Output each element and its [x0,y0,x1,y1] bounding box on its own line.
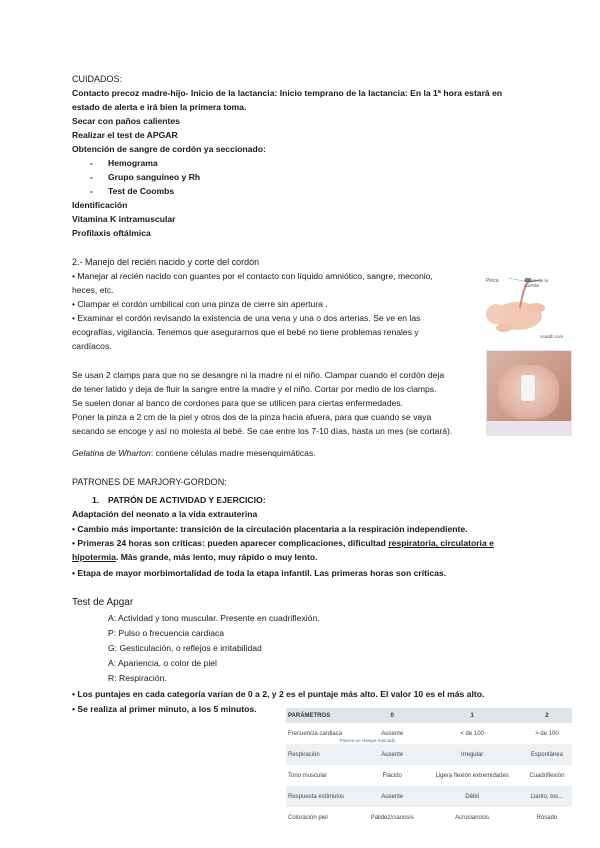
table-header-cell: 2 [522,708,572,723]
apgar-item: A: Apariencia, o color de piel [108,658,217,668]
table-cell: Ausente [362,786,422,807]
table-row [286,744,572,765]
text-line: • Clampar el cordón umbilical con una pinza de cierre sin apertura . [72,299,328,309]
umbilical-clamp-photo [486,350,572,436]
text-line: Secar con paños calientes [72,116,180,126]
text-line: Poner la pinza a 2 cm de la piel y otros dos de la pinza hacia afuera, para que cuando se vaya [72,412,432,422]
apgar-title: Test de Apgar [72,597,134,608]
table-row [286,765,572,786]
table-cell: Llanto, tos... [522,786,572,807]
bullet-marker: - [90,172,93,182]
subsection-number: 1. [92,495,100,505]
table-cell: Tono muscular [286,765,362,786]
wharton-line [72,447,316,459]
table-cell: Respuesta estímulos [286,786,362,807]
text-line: ecografías, vigilancia. Tenemos que asegurarnos que el bebé no tiene problemas renales y [72,327,419,337]
table-cell: Cuadriflexión [522,765,572,786]
table-cell: Ausente [362,744,422,765]
section-title-manejo: 2.- Manejo del recién nacido y corte del cordón [72,257,260,267]
table-cell: Rosado [522,807,572,828]
section-title-patrones: PATRONES DE MARJORY-GORDON: [72,477,227,487]
image-label: Pinza [486,278,499,284]
underlined-text: respiratoria, circulatoria e [388,538,494,548]
apgar-item: R: Respiración. [108,673,167,683]
text-line: estado de alerta e irá bien la primera toma. [72,102,247,112]
text-line: Contacto precoz madre-hijo- Inicio de la lactancia: Inicio temprano de la lactancia: En la 1ª hora estará en [72,88,503,98]
text-line: secando se encoge y así no molesta al bebé. Se cae entre los 7-10 días, hasta un mes (se cortará). [72,426,453,436]
text-line: • Manejar al recién nacido con guantes por el contacto con líquido amniótico, sangre, meconio, [72,271,433,281]
table-row [286,786,572,807]
table-cell: Débil [422,786,521,807]
wharton-term: Gelatina de Wharton [72,448,151,458]
text-line: Se suelen donar al banco de cordones para que se utilicen para ciertas enfermedades. [72,398,404,408]
table-header-row [286,708,572,723]
table-cell: Respiración [286,744,362,765]
list-item: Hemograma [108,158,158,168]
subsection-title: PATRÓN DE ACTIVIDAD Y EJERCICIO: [108,495,266,505]
text-line [72,551,317,563]
table-row [286,723,572,744]
table-note: Parece un cheque marcado [340,738,396,743]
list-item: Test de Coombs [108,186,175,196]
wharton-desc: : contiene células madre mesenquimáticas. [150,448,316,458]
text-line [72,537,494,549]
apgar-item: G: Gesticulación, o reflejos e irritabilidad [108,643,262,653]
apgar-table [286,708,572,828]
image-label: agarre de la cuchilla [524,278,549,288]
text-line: Se usan 2 clamps para que no se desangre ni la madre ni el niño. Clampar cuando el cordón deja [72,370,445,380]
table-header-cell: 0 [362,708,422,723]
table-cell: Palidez/cianosis [362,807,422,828]
apgar-item: P: Pulso o frecuencia cardiaca [108,628,225,638]
list-item: Grupo sanguíneo y Rh [108,172,201,182]
table-cell: > de 100 [522,723,572,744]
table-header-cell: PARÁMETROS [286,708,362,723]
table-row [286,807,572,828]
text-line: • Examinar el cordón revisando la existencia de una vena y una o dos arterias. Se ve en las [72,313,421,323]
text-fragment: • Primeras 24 horas son críticas: pueden aparecer complicaciones, dificultad [72,538,389,548]
table-cell: Frecuencia cardiaca [286,723,362,744]
table-header-cell: 1 [422,708,521,723]
cord-clamp [521,375,535,401]
text-line: Adaptación del neonato a la vida extrauterina [72,509,258,519]
text-line: Obtención de sangre de cordón ya seccionado: [72,144,266,154]
text-fragment: . Más grande, más lento, muy rápido o muy lento. [115,552,318,562]
text-line: Vitamina K intramuscular [72,214,176,224]
table-cell: Irregular [422,744,521,765]
underlined-text: hipotermia [72,552,116,562]
text-line: heces, etc. [72,285,114,295]
table-cell: Ligera flexión extremidades [422,765,521,786]
image-credit: ncaatb.com [540,334,564,339]
text-line: cardíacos. [72,341,112,351]
table-cell: Espontánea [522,744,572,765]
section-title-cuidados: CUIDADOS: [72,74,123,84]
text-line: • Etapa de mayor morbimortalidad de toda la etapa infantil. Las primeras horas son críticas. [72,568,447,578]
apgar-item: A: Actividad y tono muscular. Presente en cuadriflexión. [108,613,320,623]
text-line: Realizar el test de APGAR [72,130,178,140]
text-line: Identificación [72,200,128,210]
table-cell: Flácido [362,765,422,786]
bullet-marker: - [90,158,93,168]
text-line: • Cambio más importante: transición de la circulación placentaria a la respiración independiente. [72,524,468,534]
text-line: Profilaxis oftálmica [72,228,151,238]
table-cell: Coloración piel [286,807,362,828]
text-line: • Se realiza al primer minuto, a los 5 minutos. [72,704,257,714]
table-cell: Ausente [362,723,422,744]
text-line: • Los puntajes en cada categoría varían de 0 a 2, y 2 es el puntaje más alto. El valor 10 es el más alto. [72,689,485,699]
baby-cord-illustration [478,268,564,340]
text-line: de tener latido y deja de fluir la sangre entre la madre y el niño. Cortar por medio de los clamps. [72,384,437,394]
bullet-marker: - [90,186,93,196]
table-cell: < de 100 [422,723,521,744]
diaper [487,421,571,435]
table-cell: Acrocianosis [422,807,521,828]
